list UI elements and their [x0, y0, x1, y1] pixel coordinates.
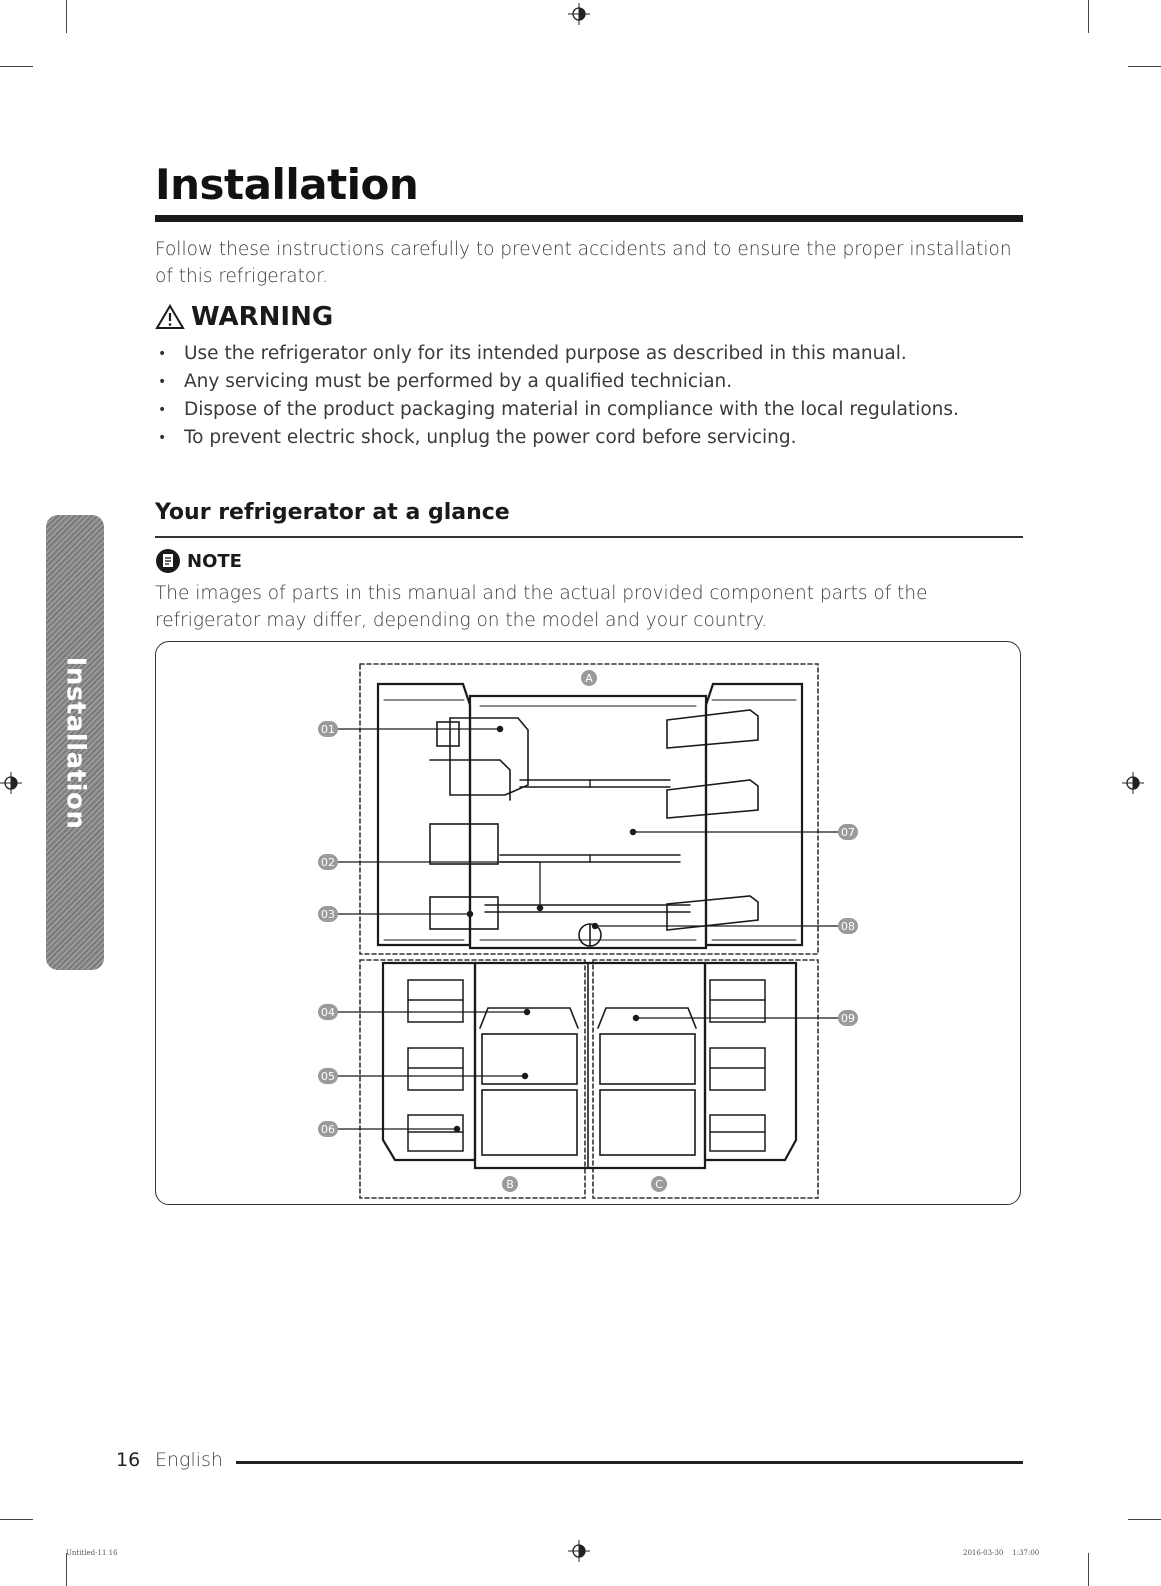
print-mark-right: 2016-03-30 1:37:00: [963, 1549, 1040, 1557]
callout-06: [318, 1121, 338, 1137]
callout-01: [318, 721, 338, 737]
callout-02: [318, 854, 338, 870]
cabinet-upper: [470, 696, 706, 948]
side-tab-label: Installation: [60, 656, 90, 829]
callout-label: 07: [841, 826, 855, 839]
callout-label: 09: [841, 1012, 855, 1025]
callout-label: 01: [321, 723, 335, 736]
callout-label: 06: [321, 1123, 335, 1136]
page-title: Installation: [155, 160, 419, 209]
callout-07: [838, 824, 858, 840]
print-mark-left: Untitled-11 16: [66, 1549, 118, 1557]
callout-label: 04: [321, 1006, 335, 1019]
footer-rule: [236, 1461, 1023, 1464]
left-door-lower: [383, 963, 475, 1160]
zone-label-text: B: [506, 1178, 514, 1191]
callout-05: [318, 1068, 338, 1084]
zone-a-label: [581, 670, 597, 686]
zone-b-boundary: [360, 960, 585, 1198]
page-number: 16: [116, 1449, 141, 1471]
callout-09: [838, 1010, 858, 1026]
note-label: NOTE: [187, 550, 242, 572]
intro-text: Follow these instructions carefully to prevent accidents and to ensure the proper installation of this refrigerator.: [155, 239, 1012, 287]
zone-label-text: A: [585, 672, 593, 685]
list-item: • To prevent electric shock, unplug the power cord before servicing.: [158, 424, 1018, 452]
list-item: • Dispose of the product packaging material in compliance with the local regulations.: [158, 396, 1018, 424]
section-heading: Your refrigerator at a glance: [155, 500, 510, 525]
zone-c-label: [651, 1176, 667, 1192]
cabinet-lower: [475, 963, 705, 1168]
left-door-upper: [378, 684, 470, 945]
note-text: The images of parts in this manual and the actual provided component parts of the refrigerator may differ, depending on the model and your country.: [155, 583, 928, 631]
zone-a-boundary: [360, 664, 818, 954]
warning-label: WARNING: [191, 302, 334, 332]
footer-language: English: [155, 1449, 223, 1471]
callout-label: 02: [321, 856, 335, 869]
zone-label-text: C: [655, 1178, 663, 1191]
callout-08: [838, 918, 858, 934]
callout-04: [318, 1004, 338, 1020]
callout-label: 08: [841, 920, 855, 933]
callout-03: [318, 906, 338, 922]
zone-b-label: [502, 1176, 518, 1192]
list-item: • Any servicing must be performed by a qualified technician.: [158, 368, 1018, 396]
right-door-lower: [705, 963, 796, 1160]
right-door-upper: [706, 684, 802, 945]
callout-label: 03: [321, 908, 335, 921]
callout-label: 05: [321, 1070, 335, 1083]
list-item: • Use the refrigerator only for its intended purpose as described in this manual.: [158, 340, 1018, 368]
